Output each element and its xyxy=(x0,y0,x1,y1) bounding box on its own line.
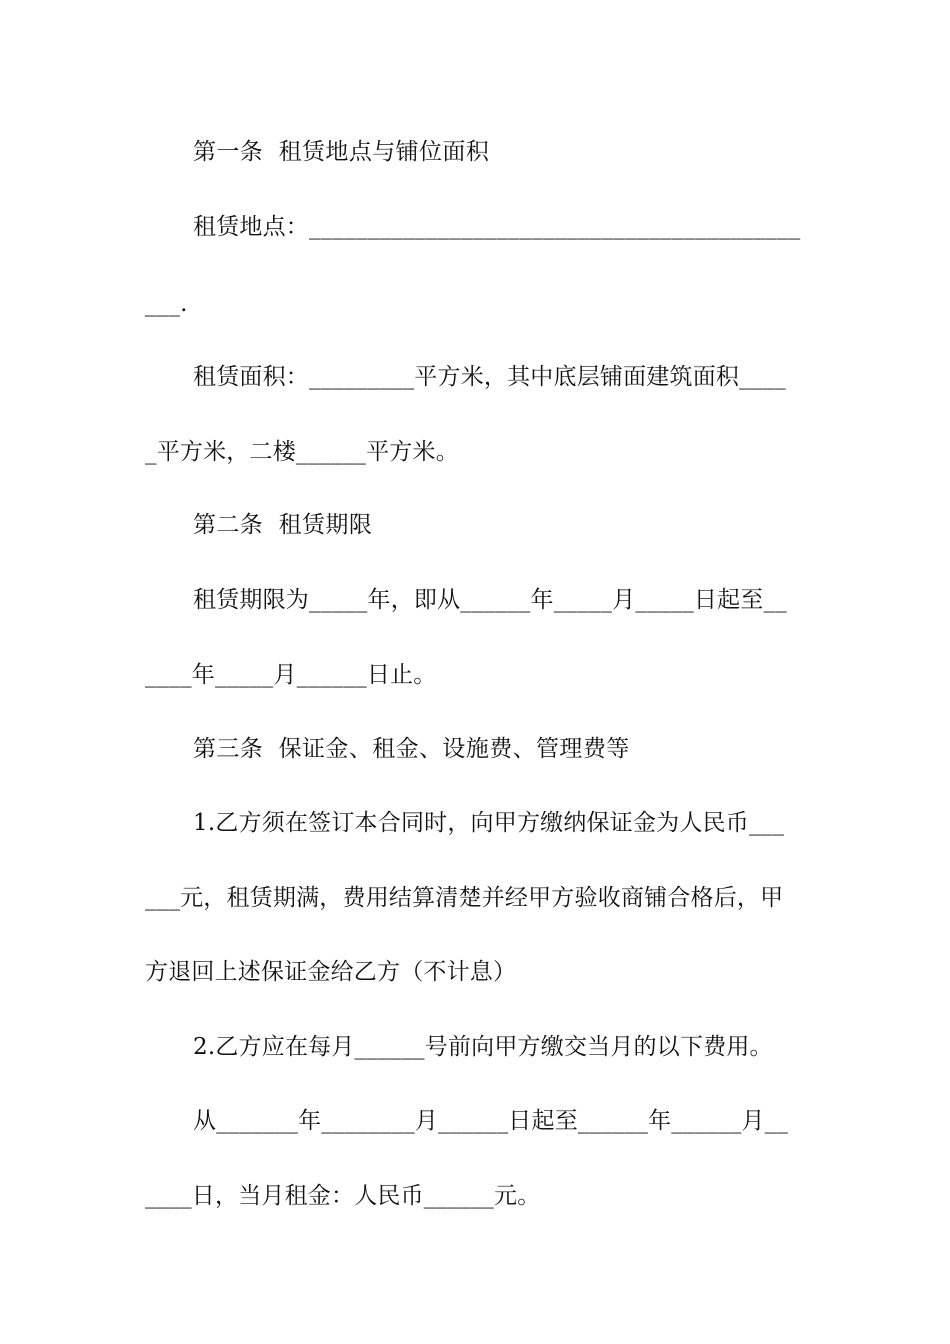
lease-location-continuation: ___. xyxy=(145,291,188,317)
deposit-clause-continuation: ___元，租赁期满，费用结算清楚并经甲方验收商铺合格后，甲 xyxy=(145,885,784,911)
deposit-clause-end: 方退回上述保证金给乙方（不计息） xyxy=(145,959,517,985)
deposit-clause-line: 1.乙方须在签订本合同时，向甲方缴纳保证金为人民币___ xyxy=(193,810,785,836)
rent-period-continuation: ____日，当月租金：人民币______元。 xyxy=(145,1183,541,1209)
lease-area-continuation: _平方米，二楼______平方米。 xyxy=(145,439,459,465)
payment-clause-line: 2.乙方应在每月______号前向甲方缴交当月的以下费用。 xyxy=(193,1034,773,1060)
lease-term-line: 租赁期限为_____年，即从______年_____月_____日起至__ xyxy=(193,587,787,613)
article-2-heading: 第二条 租赁期限 xyxy=(193,512,373,538)
article-3-heading: 第三条 保证金、租金、设施费、管理费等 xyxy=(193,736,630,762)
lease-location-line: 租赁地点：__________________________________________ xyxy=(193,214,801,240)
lease-area-line: 租赁面积：_________平方米，其中底层铺面建筑面积____ xyxy=(193,364,786,390)
rent-period-line: 从_______年________月______日起至______年______月__ xyxy=(193,1108,789,1134)
article-1-heading: 第一条 租赁地点与铺位面积 xyxy=(193,139,490,165)
lease-term-continuation: ____年_____月______日止。 xyxy=(145,662,437,688)
